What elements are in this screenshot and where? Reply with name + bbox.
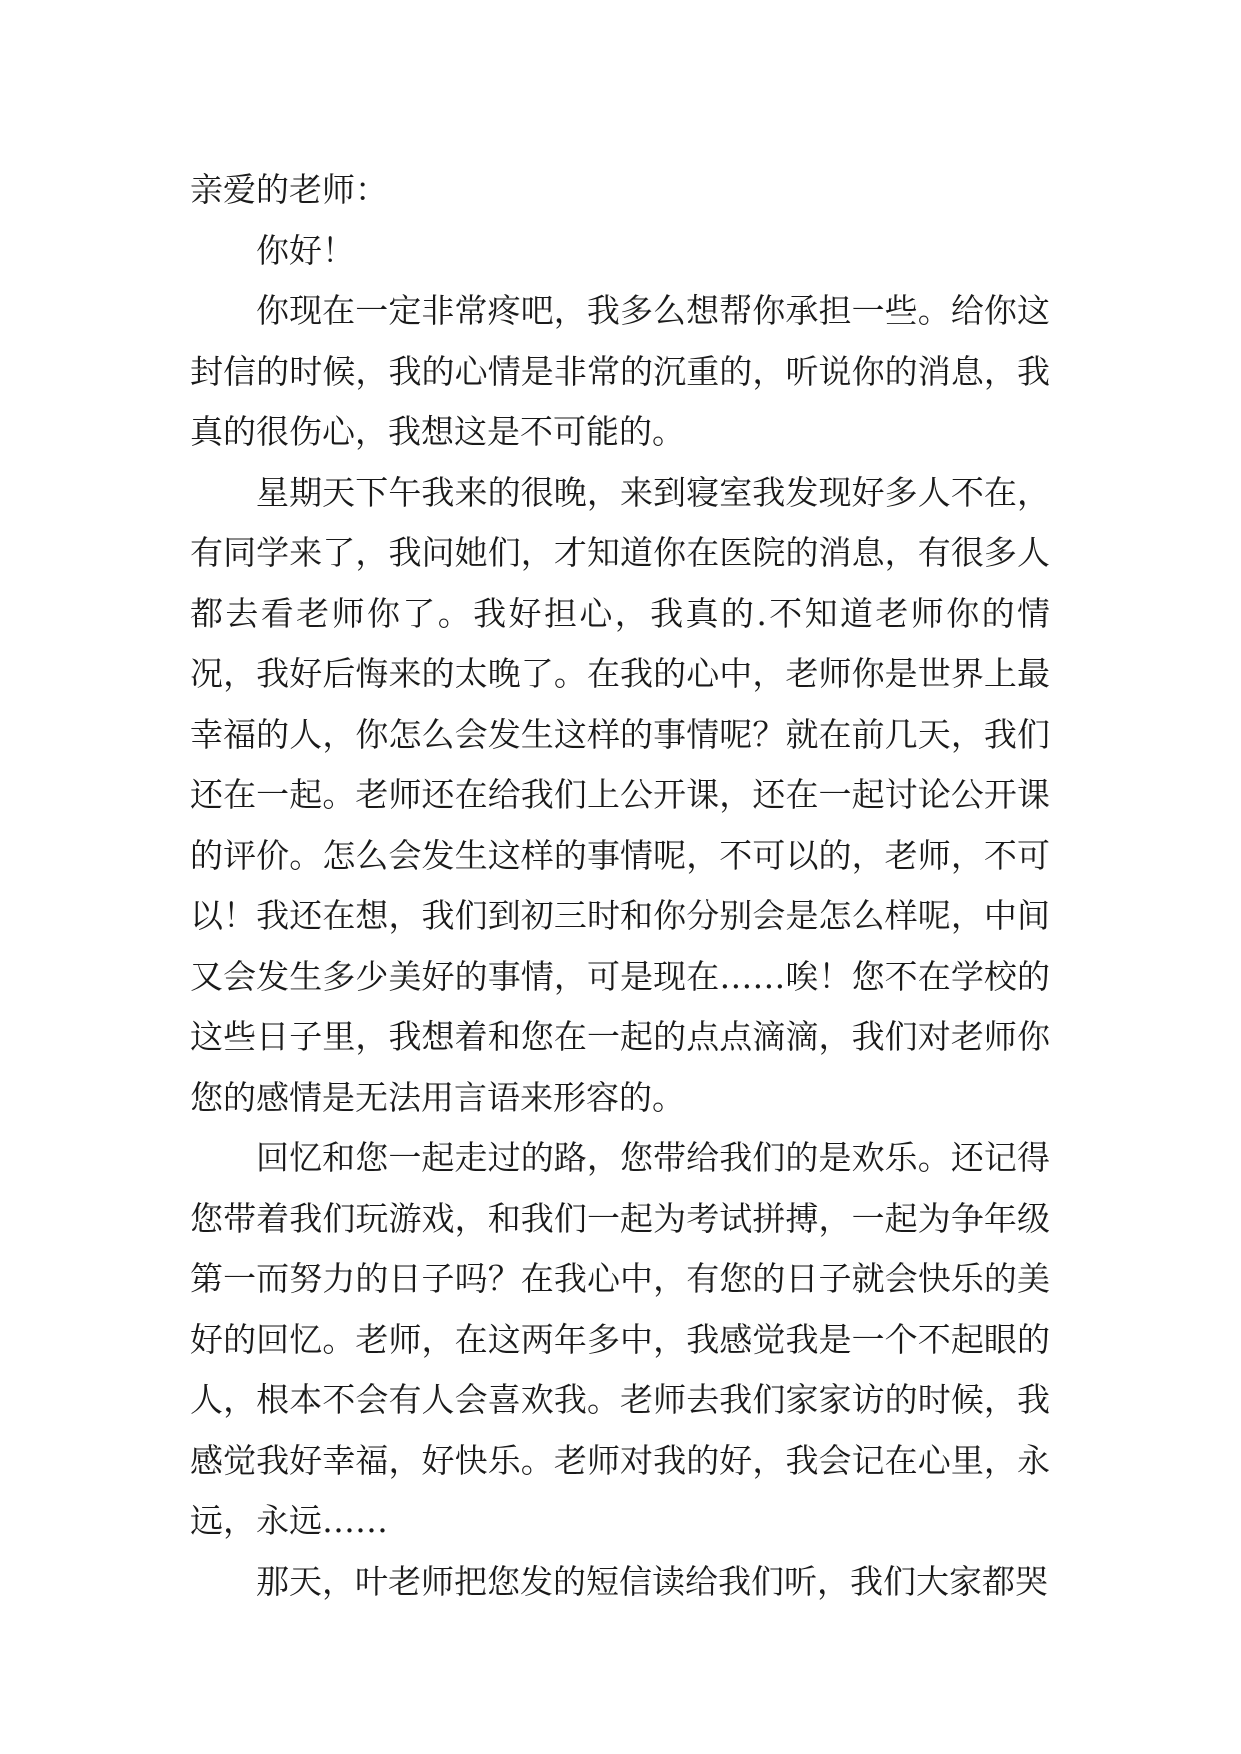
letter-paragraph: 那天，叶老师把您发的短信读给我们听，我们大家都哭	[256, 1561, 1048, 1601]
letter-paragraph: 星期天下午我来的很晚，来到寝室我发现好多人不在，有同学来了，我问她们，才知道你在医院的消息，有很多人都去看老师你了。我好担心，我真的.不知道老师你的情况，我好后悔来的太晚了。在我的心中，老师你是世界上最幸福的人，你怎么会发生这样的事情呢？就在前几天，我们还在一起。老师还在给我们上公开课，还在一起讨论公开课的评价。怎么会发生这样的事情呢，不可以的，老师，不可以！我还在想，我们到初三时和你分别会是怎么样呢，中间又会发生多少美好的事情，可是现在……唉！您不在学校的这些日子里，我想着和您在一起的点点滴滴，我们对老师你您的感情是无法用言语来形容的。	[190, 472, 1050, 1117]
letter-body	[190, 160, 1050, 1612]
letter-greeting: 你好！	[256, 230, 355, 270]
letter-paragraph: 你现在一定非常疼吧，我多么想帮你承担一些。给你这封信的时候，我的心情是非常的沉重的，听说你的消息，我真的很伤心，我想这是不可能的。	[190, 291, 1050, 451]
letter-paragraph: 回忆和您一起走过的路，您带给我们的是欢乐。还记得您带着我们玩游戏，和我们一起为考试拼搏，一起为争年级第一而努力的日子吗？在我心中，有您的日子就会快乐的美好的回忆。老师，在这两年多中，我感觉我是一个不起眼的人，根本不会有人会喜欢我。老师去我们家家访的时候，我感觉我好幸福，好快乐。老师对我的好，我会记在心里，永远，永远……	[190, 1138, 1050, 1540]
letter-salutation: 亲爱的老师：	[190, 170, 388, 209]
